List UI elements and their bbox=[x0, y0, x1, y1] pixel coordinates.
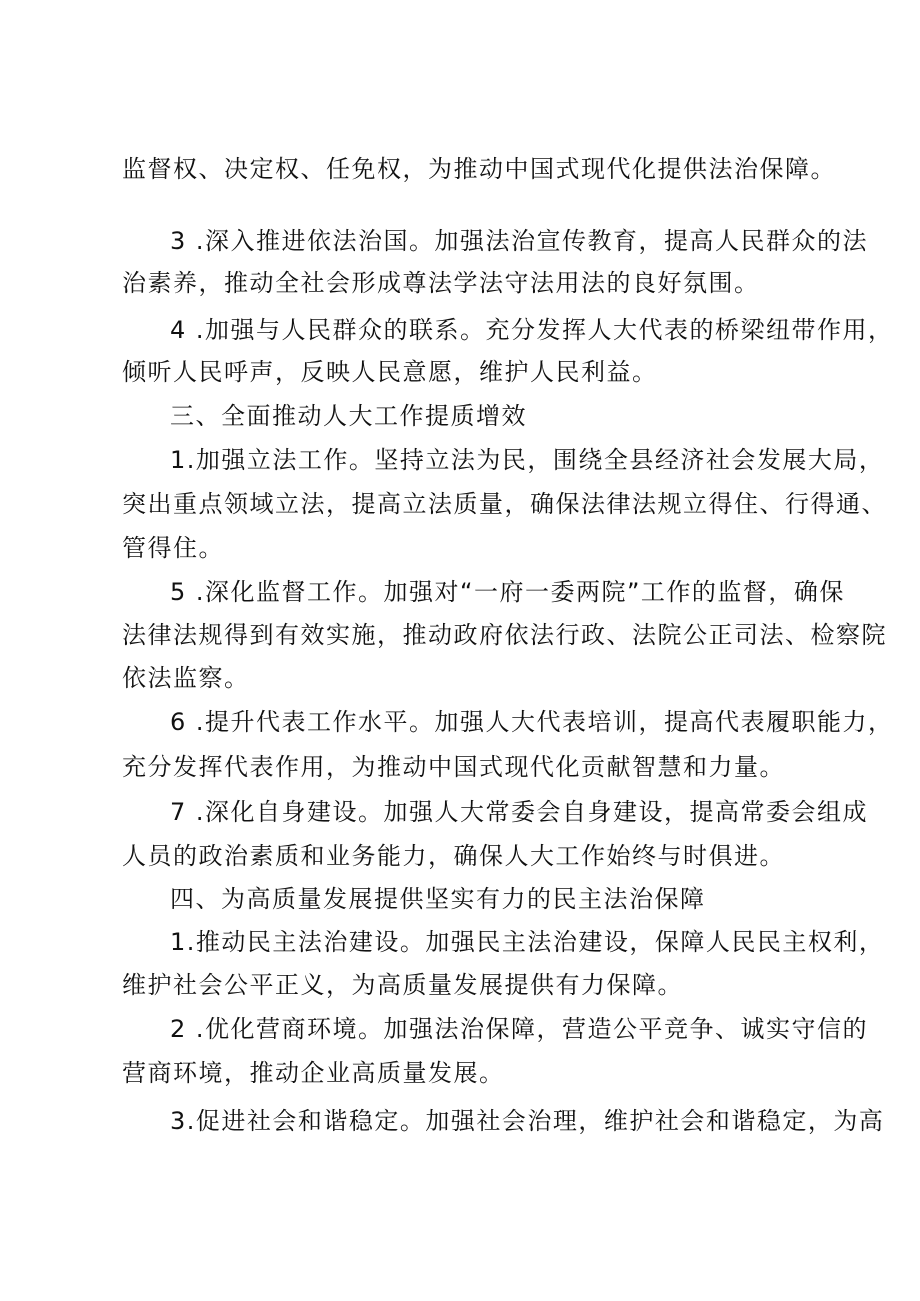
section-heading: 三、全面推动人大工作提质增效 bbox=[170, 402, 527, 430]
text-line: 突出重点领域立法，提高立法质量，确保法律法规立得住、行得通、 bbox=[122, 490, 887, 518]
text-line: 7 .深化自身建设。加强人大常委会自身建设，提高常委会组成 bbox=[170, 798, 869, 826]
text-line: 3 .深入推进依法治国。加强法治宣传教育，提高人民群众的法 bbox=[170, 227, 869, 255]
section-heading: 四、为高质量发展提供坚实有力的民主法治保障 bbox=[170, 885, 706, 913]
text-line: 维护社会公平正义，为高质量发展提供有力保障。 bbox=[122, 971, 683, 999]
text-line: 1.加强立法工作。坚持立法为民，围绕全县经济社会发展大局， bbox=[170, 446, 885, 474]
text-line: 充分发挥代表作用，为推动中国式现代化贡献智慧和力量。 bbox=[122, 753, 785, 781]
text-line: 依法监察。 bbox=[122, 664, 250, 692]
text-line: 2 .优化营商环境。加强法治保障，营造公平竞争、诚实守信的 bbox=[170, 1015, 869, 1043]
text-line: 监督权、决定权、任免权，为推动中国式现代化提供法治保障。 bbox=[122, 155, 836, 183]
text-line: 法律法规得到有效实施，推动政府依法行政、法院公正司法、检察院 bbox=[122, 621, 887, 649]
text-line: 5 .深化监督工作。加强对“一府一委两院”工作的监督，确保 bbox=[170, 578, 845, 606]
text-line: 3.促进社会和谐稳定。加强社会治理，维护社会和谐稳定，为高 bbox=[170, 1107, 885, 1135]
text-line: 治素养，推动全社会形成尊法学法守法用法的良好氛围。 bbox=[122, 269, 760, 297]
text-line: 人员的政治素质和业务能力，确保人大工作始终与时俱进。 bbox=[122, 842, 785, 870]
text-line: 6 .提升代表工作水平。加强人大代表培训，提高代表履职能力， bbox=[170, 708, 894, 736]
text-line: 营商环境，推动企业高质量发展。 bbox=[122, 1059, 505, 1087]
text-line: 倾听人民呼声，反映人民意愿，维护人民利益。 bbox=[122, 358, 658, 386]
text-line: 4 .加强与人民群众的联系。充分发挥人大代表的桥梁纽带作用， bbox=[170, 316, 894, 344]
text-line: 管得住。 bbox=[122, 534, 224, 562]
text-line: 1.推动民主法治建设。加强民主法治建设，保障人民民主权利， bbox=[170, 928, 885, 956]
